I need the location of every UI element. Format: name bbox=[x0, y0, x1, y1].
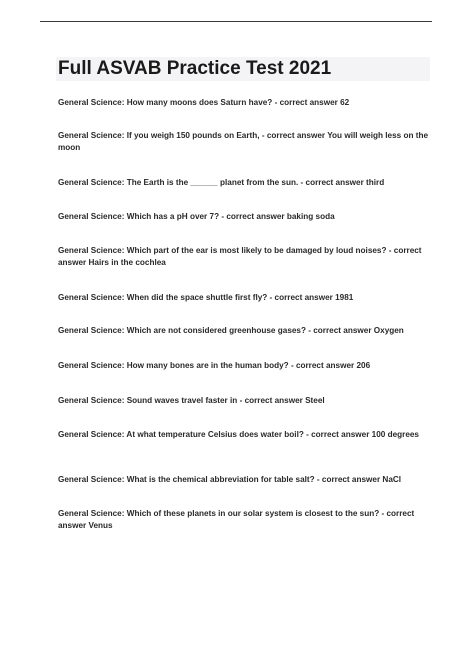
question-item-5: General Science: Which part of the ear is most likely to be damaged by loud noises? - correct answer Hairs in the cochlea bbox=[58, 246, 422, 267]
question-item-4: General Science: Which has a pH over 7? - correct answer baking soda bbox=[58, 212, 335, 221]
question-item-9: General Science: Sound waves travel faster in - correct answer Steel bbox=[58, 396, 325, 405]
question-item-7: General Science: Which are not considered greenhouse gases? - correct answer Oxygen bbox=[58, 326, 404, 335]
question-item-1: General Science: How many moons does Saturn have? - correct answer 62 bbox=[58, 98, 350, 107]
question-item-6: General Science: When did the space shuttle first fly? - correct answer 1981 bbox=[58, 293, 354, 302]
page-title: Full ASVAB Practice Test 2021 bbox=[58, 58, 332, 79]
question-item-11: General Science: What is the chemical abbreviation for table salt? - correct answer NaCl bbox=[58, 475, 402, 484]
question-item-8: General Science: How many bones are in the human body? - correct answer 206 bbox=[58, 361, 371, 370]
question-item-10: General Science: At what temperature Celsius does water boil? - correct answer 100 degrees bbox=[58, 430, 419, 439]
top-divider bbox=[40, 21, 432, 22]
question-item-12: General Science: Which of these planets in our solar system is closest to the sun? - correct answer Venus bbox=[58, 509, 415, 530]
question-item-3: General Science: The Earth is the ______ planet from the sun. - correct answer third bbox=[58, 178, 385, 187]
question-item-2: General Science: If you weigh 150 pounds on Earth, - correct answer You will weigh less on the moon bbox=[58, 131, 429, 152]
